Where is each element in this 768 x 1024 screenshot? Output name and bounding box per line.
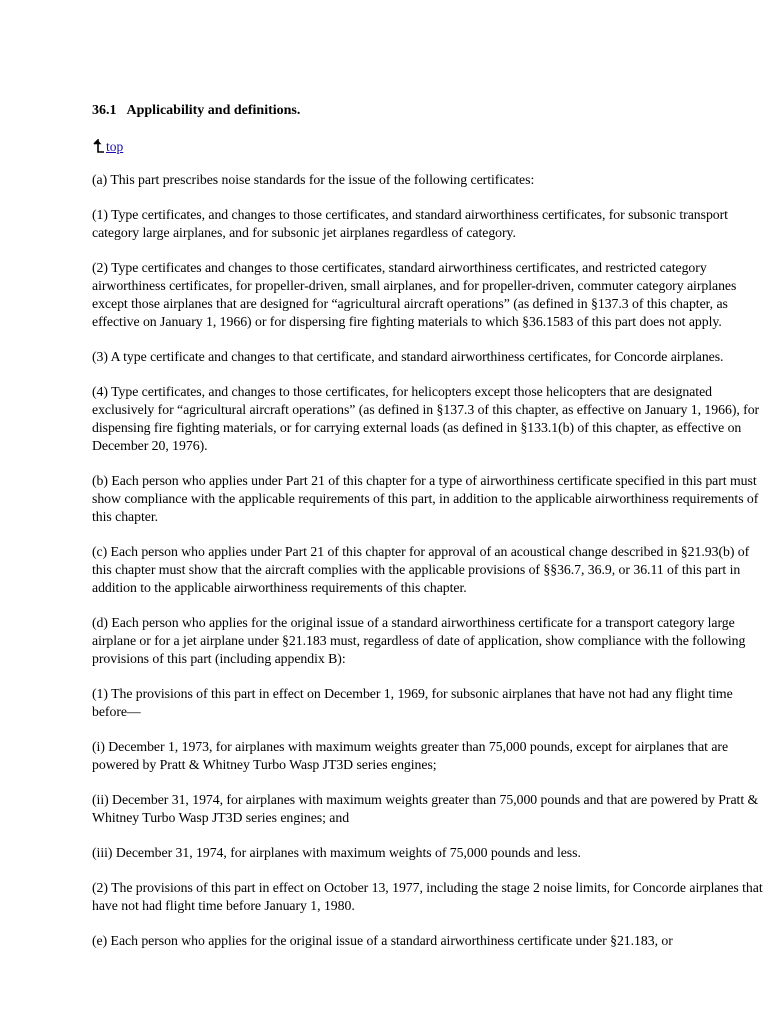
top-link[interactable]: top [106, 139, 124, 154]
section-heading [92, 101, 764, 121]
paragraph: (ii) December 31, 1974, for airplanes with maximum weights greater than 75,000 pounds and that are powered by Pratt & Whitney Turbo Wasp JT3D series engines; and [92, 792, 759, 825]
section-title: Applicability and definitions. [126, 103, 301, 118]
paragraph: (1) The provisions of this part in effect on December 1, 1969, for subsonic airplanes that have not had any flight time before— [92, 686, 733, 719]
paragraph: (i) December 1, 1973, for airplanes with maximum weights greater than 75,000 pounds, except for airplanes that are powered by Pratt & Whitney Turbo Wasp JT3D series engines; [92, 739, 729, 772]
document-body [92, 101, 764, 967]
paragraph: (2) The provisions of this part in effect on October 13, 1977, including the stage 2 noise limits, for Concorde airplanes that have not had flight time before January 1, 1980. [92, 880, 763, 913]
paragraph: (4) Type certificates, and changes to those certificates, for helicopters except those helicopters that are designated exclusively for “agricultural aircraft operations” (as defined in §137.3 of this chapter, as effective on January 1, 1966), for dispensing fire fighting materials, or for carrying external loads (as defined in §133.1(b) of this chapter, as effective on December 20, 1976). [92, 384, 760, 453]
paragraph: (2) Type certificates and changes to those certificates, standard airworthiness certificates, and restricted category airworthiness certificates, for propeller-driven, small airplanes, and for propeller-driven, commuter category airplanes except those airplanes that are designed for “agricultural aircraft operations” (as defined in §137.3 of this chapter, as effective on January 1, 1966) or for dispersing fire fighting materials to which §36.1583 of this part does not apply. [92, 260, 737, 329]
paragraph: (e) Each person who applies for the original issue of a standard airworthiness certificate under §21.183, or [92, 933, 673, 948]
up-arrow-icon[interactable] [92, 139, 105, 153]
section-number: 36.1 [92, 103, 117, 118]
paragraph: (c) Each person who applies under Part 21 of this chapter for approval of an acoustical change described in §21.93(b) of this chapter must show that the aircraft complies with the applicable provisions of §§36.7, 36.9, or 36.11 of this part in addition to the applicable airworthiness requirements of this chapter. [92, 544, 750, 595]
top-link-row [92, 138, 764, 156]
paragraph: (b) Each person who applies under Part 21 of this chapter for a type of airworthiness certificate specified in this part must show compliance with the applicable requirements of this part, in addition to the applicable airworthiness requirements of this chapter. [92, 473, 759, 524]
paragraph: (a) This part prescribes noise standards for the issue of the following certificates: [92, 172, 535, 187]
paragraph: (1) Type certificates, and changes to those certificates, and standard airworthiness certificates, for subsonic transport category large airplanes, and for subsonic jet airplanes regardless of category. [92, 207, 728, 240]
paragraph: (3) A type certificate and changes to that certificate, and standard airworthiness certificates, for Concorde airplanes. [92, 349, 724, 364]
paragraph: (iii) December 31, 1974, for airplanes with maximum weights of 75,000 pounds and less. [92, 845, 581, 860]
paragraph: (d) Each person who applies for the original issue of a standard airworthiness certificate for a transport category large airplane or for a jet airplane under §21.183 must, regardless of date of application, show compliance with the following provisions of this part (including appendix B): [92, 615, 746, 666]
